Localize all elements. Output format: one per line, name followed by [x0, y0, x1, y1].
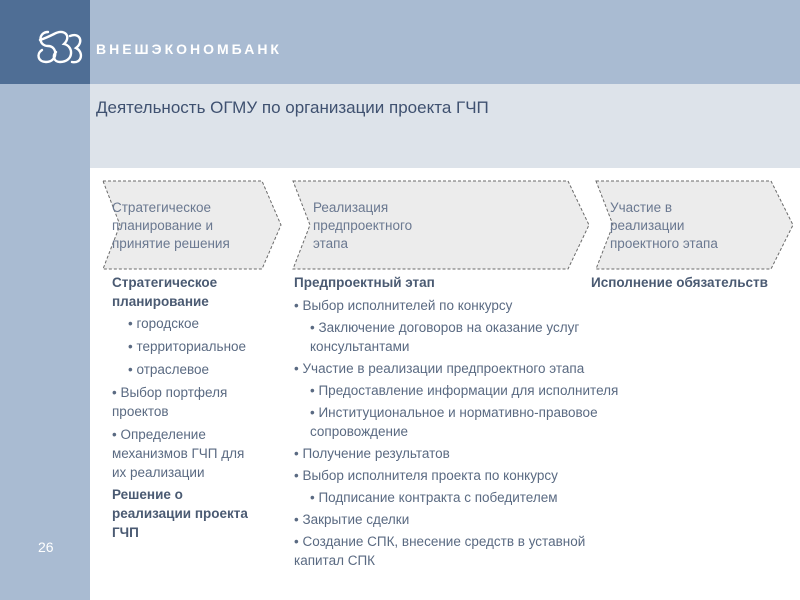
page-number: 26 — [38, 539, 54, 555]
list-item: сопровождение — [310, 424, 409, 439]
stage-label-1: Стратегическое планирование и принятие решения — [112, 200, 230, 251]
column-project-stage — [591, 273, 799, 292]
title-band — [90, 84, 800, 168]
list-item: консультантами — [310, 339, 410, 354]
list-item: • отраслевое — [128, 362, 210, 377]
list-item: • Участие в реализации предпроектного этапа — [294, 361, 585, 376]
list-item: • Определение механизмов ГЧП для их реализации — [112, 427, 245, 480]
list-item: капитал СПК — [294, 553, 376, 568]
col1-sub-list — [112, 314, 282, 379]
col2-heading: Предпроектный этап — [294, 275, 435, 290]
list-item: • Выбор исполнителей по конкурсу — [294, 298, 513, 313]
stage-label-2: Реализация предпроектного этапа — [313, 200, 413, 251]
vneshekonombank-logo-icon — [34, 26, 88, 70]
col3-heading: Исполнение обязательств — [591, 275, 768, 290]
list-item: • Создание СПК, внесение средств в уставной — [294, 534, 586, 549]
brand-name: ВНЕШЭКОНОМБАНК — [96, 41, 282, 57]
list-item: • Подписание контракта с победителем — [310, 490, 558, 505]
column-strategic — [112, 273, 282, 542]
left-band — [0, 0, 90, 600]
list-item: • Институциональное и нормативно-правовое — [310, 405, 598, 420]
column-preproject — [294, 273, 619, 570]
stage-label-3: Участие в реализации проектного этапа — [610, 200, 718, 251]
list-item: • Выбор портфеля проектов — [112, 385, 228, 419]
list-item: • территориальное — [128, 339, 247, 354]
page-title: Деятельность ОГМУ по организации проекта ГЧП — [96, 98, 489, 117]
col1-heading: Стратегическое планирование — [112, 275, 218, 309]
list-item: • Получение результатов — [294, 446, 450, 461]
list-item: • Заключение договоров на оказание услуг — [310, 320, 580, 335]
col1-decision: Решение о реализации проекта ГЧП — [112, 487, 248, 540]
list-item: • Предоставление информации для исполнителя — [310, 383, 619, 398]
list-item: • Выбор исполнителя проекта по конкурсу — [294, 468, 558, 483]
list-item: • городское — [128, 316, 200, 331]
list-item: • Закрытие сделки — [294, 512, 410, 527]
